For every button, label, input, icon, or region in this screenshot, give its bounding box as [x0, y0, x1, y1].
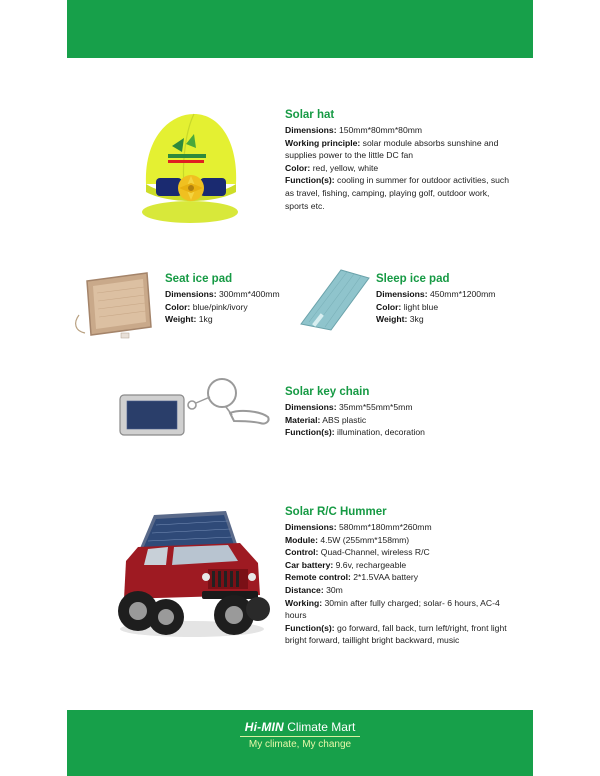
product-seat-ice-pad [165, 272, 300, 326]
spec-line: Function(s): illumination, decoration [285, 427, 425, 438]
solar-rc-hummer-image [108, 503, 273, 643]
spec-line: Material: ABS plastic [285, 414, 367, 425]
brand-divider [240, 736, 360, 737]
spec-line: Working principle: solar module absorbs sunshine and supplies power to the little DC fan [285, 137, 499, 161]
brand-slogan: My climate, My change [248, 739, 352, 750]
spec-line: Function(s): cooling in summer for outdoor activities, such as travel, fishing, camping, playing golf, outdoor work, sports etc. [285, 175, 509, 211]
spec-line: Remote control: 2*1.5VAA battery [285, 572, 419, 583]
spec-line: Dimensions: 35mm*55mm*5mm [285, 402, 413, 412]
spec-line: Car battery: 9.6v, rechargeable [285, 559, 407, 570]
product-title: Solar key chain [285, 386, 370, 398]
spec-line: Dimensions: 300mm*400mm [165, 289, 280, 299]
spec-line: Control: Quad-Channel, wireless R/C [285, 547, 430, 558]
product-title: Solar R/C Hummer [285, 506, 387, 518]
solar-hat-image [138, 100, 243, 227]
spec-line: Dimensions: 450mm*1200mm [376, 289, 496, 299]
brand-block [67, 720, 533, 751]
product-solar-hat [285, 108, 510, 212]
product-sleep-ice-pad [376, 272, 516, 326]
spec-line: Function(s): go forward, fall back, turn left/right, front light bright forward, taillight bright backward, music [285, 622, 507, 646]
spec-line: Weight: 3kg [376, 314, 424, 325]
spec-line: Color: blue/pink/ivory [165, 301, 248, 312]
brand-prefix: Hi-MIN [244, 720, 284, 734]
spec-line: Weight: 1kg [165, 314, 213, 325]
product-title: Solar hat [285, 109, 335, 121]
product-solar-rc-hummer [285, 505, 510, 647]
spec-line: Dimensions: 580mm*180mm*260mm [285, 522, 432, 532]
sleep-ice-pad-image [297, 266, 372, 332]
header-band [67, 0, 533, 58]
brand-suffix: Climate Mart [287, 720, 356, 734]
spec-line: Distance: 30m [285, 584, 343, 595]
product-title: Seat ice pad [165, 273, 233, 285]
spec-line: Color: red, yellow, white [285, 162, 379, 173]
solar-key-chain-image [118, 375, 276, 437]
spec-line: Dimensions: 150mm*80mm*80mm [285, 125, 423, 135]
seat-ice-pad-image [73, 267, 159, 342]
product-title: Sleep ice pad [376, 273, 450, 285]
brand-name [67, 720, 533, 734]
spec-line: Working: 30min after fully charged; solar- 6 hours, AC-4 hours [285, 597, 500, 621]
footer-band [67, 710, 533, 776]
spec-line: Module: 4.5W (255mm*158mm) [285, 534, 410, 545]
spec-line: Color: light blue [376, 301, 439, 312]
product-solar-key-chain [285, 385, 510, 439]
